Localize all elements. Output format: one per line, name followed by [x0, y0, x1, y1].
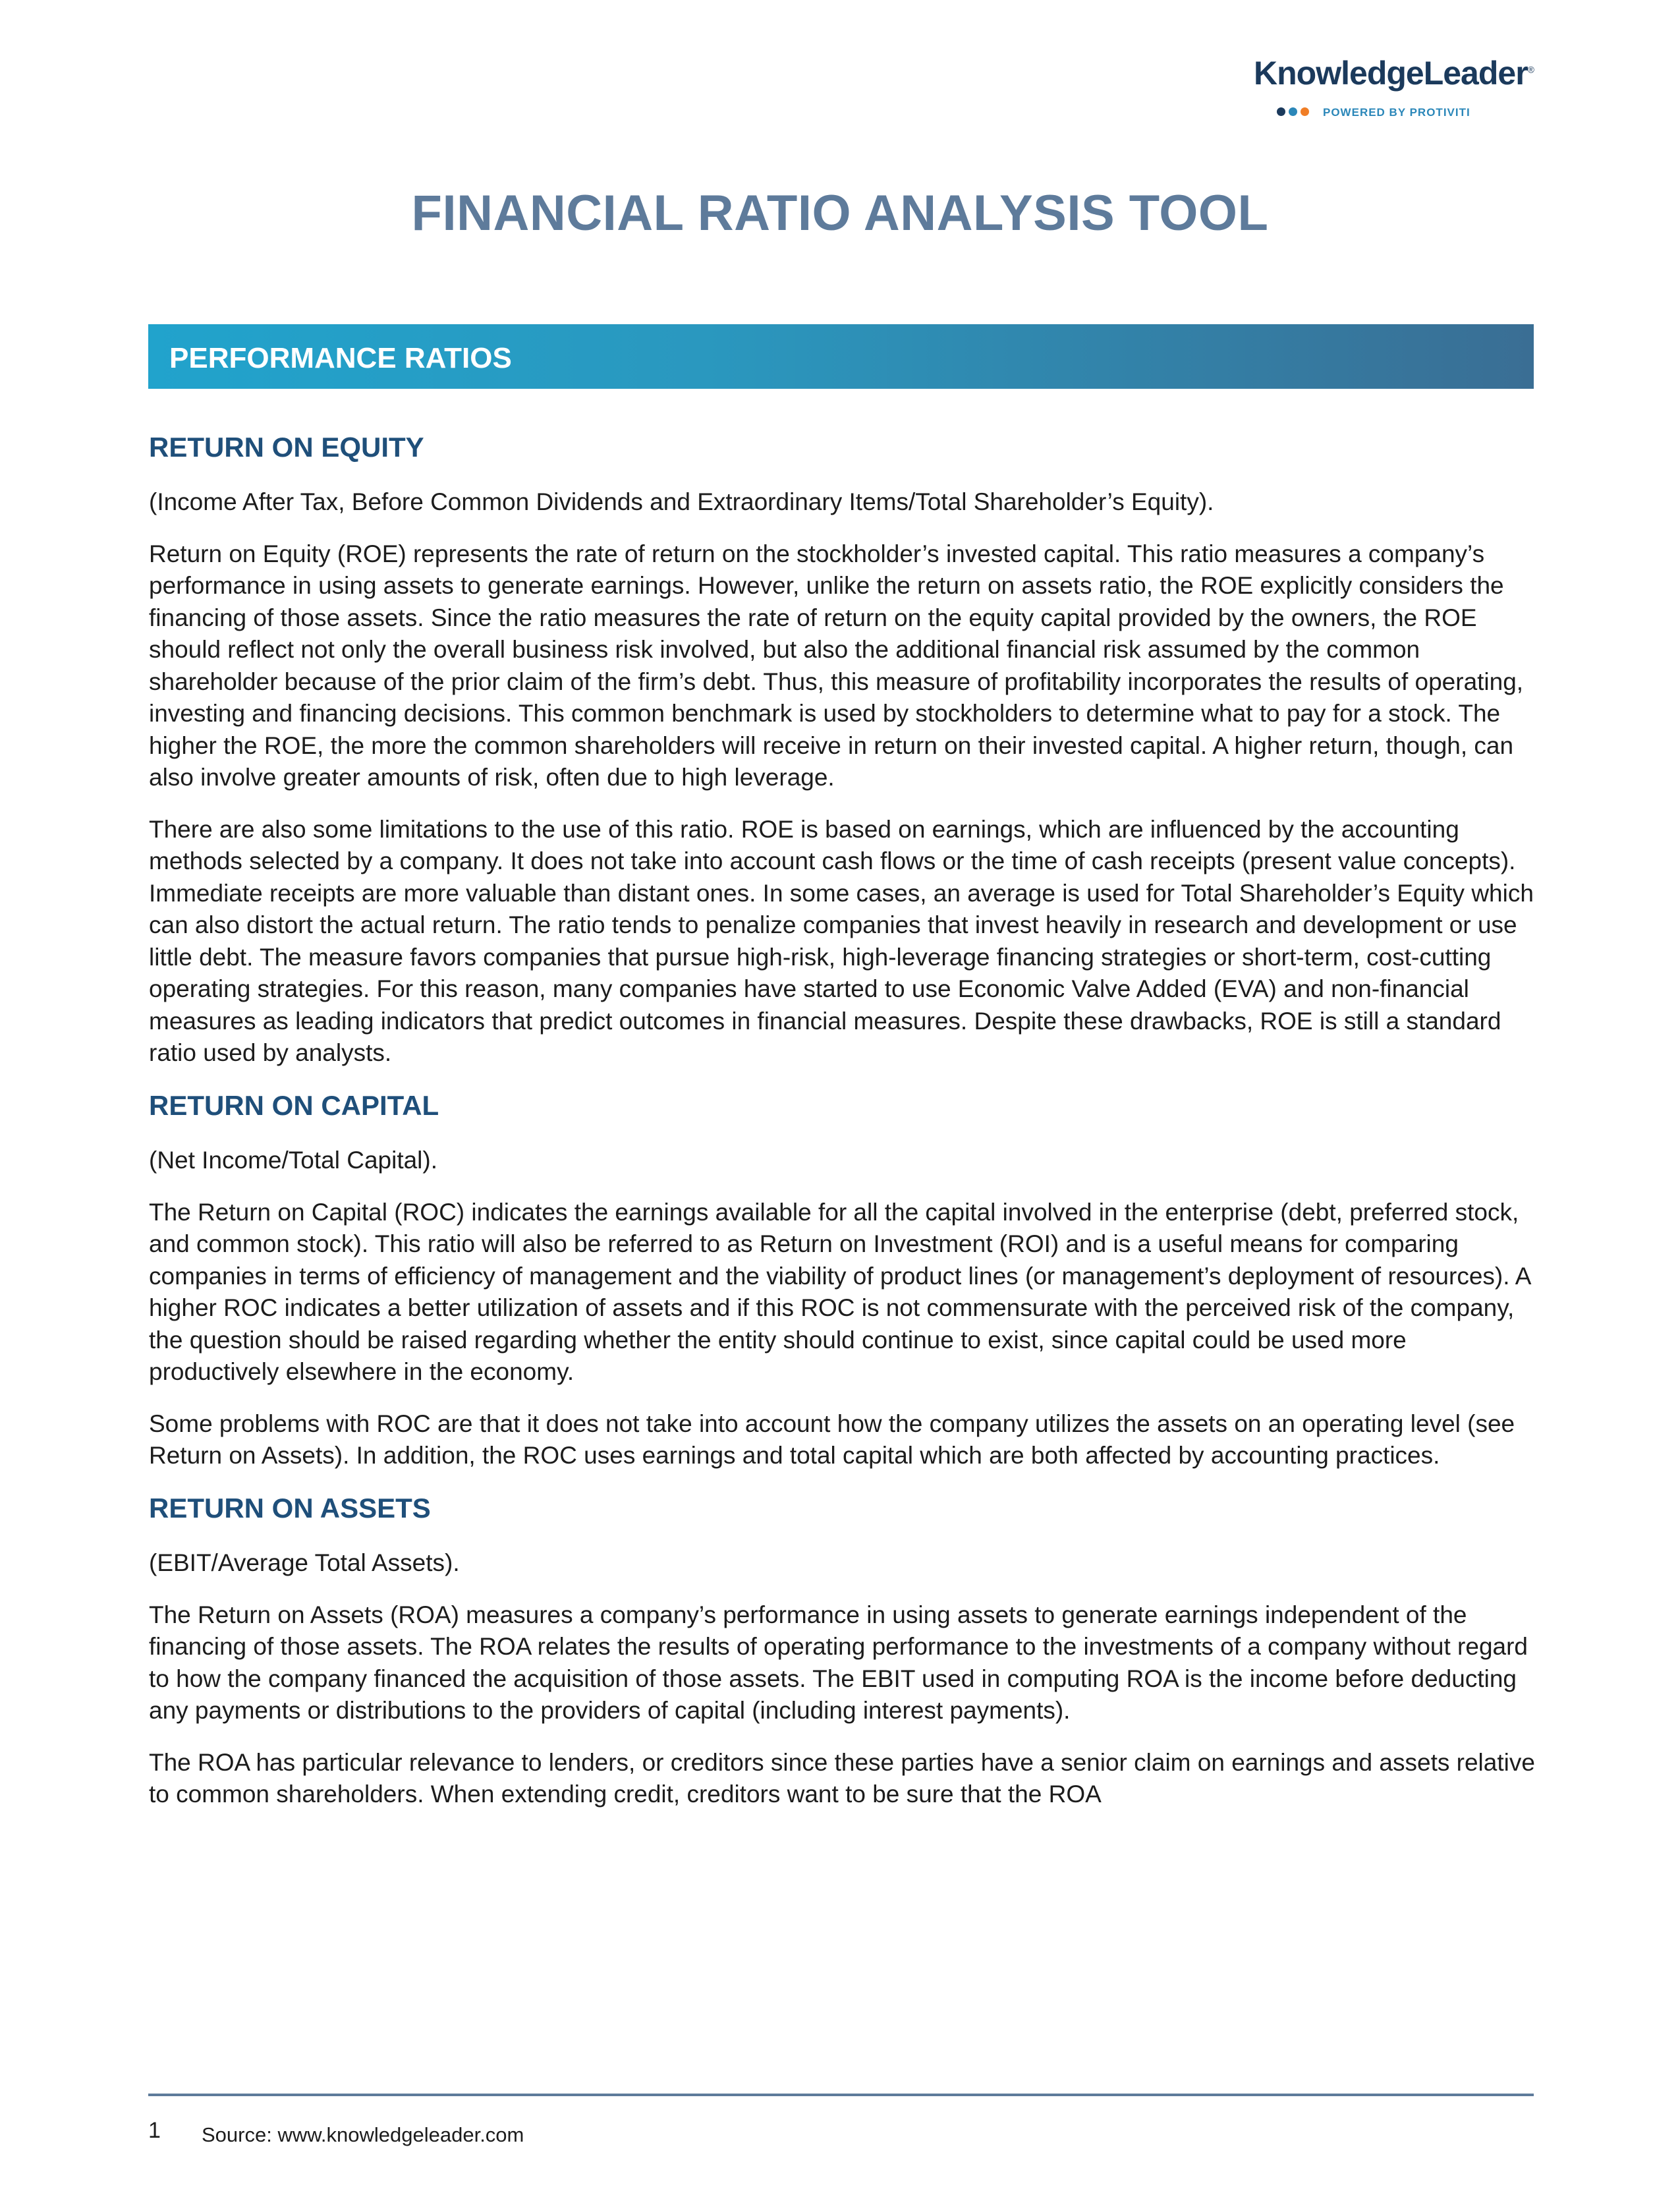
logo-tagline: POWERED BY PROTIVITI: [1323, 106, 1470, 119]
roc-paragraph-1: The Return on Capital (ROC) indicates the earnings available for all the capital involved in the enterprise (debt, preferred stock, and common stock). This ratio will also be referred to as Return on Investment (ROI) and is a useful means for comparing companies in terms of efficiency of management and the viability of product lines (or management’s deployment of resources). A higher ROC indicates a better utilization of assets and if this ROC is not commensurate with the perceived risk of the company, the question should be raised regarding whether the entity should continue to exist, since capital could be used more productively elsewhere in the economy.: [149, 1198, 1530, 1386]
roa-paragraph-1: The Return on Assets (ROA) measures a company’s performance in using assets to generate earnings independent of the financing of those assets. The ROA relates the results of operating performance to the investments of a company without regard to how the company financed the acquisition of those assets. The EBIT used in computing ROA is the income before deducting any payments or distributions to the providers of capital (including interest payments).: [149, 1601, 1528, 1725]
knowledgeleader-logo: [1254, 54, 1534, 127]
roe-paragraph-2: There are also some limitations to the use of this ratio. ROE is based on earnings, which are influenced by the accounting methods selected by a company. It does not take into account cash flows or the time of cash receipts (present value concepts). Immediate receipts are more valuable than distant ones. In some cases, an average is used for Total Shareholder’s Equity which can also distort the actual return. The ratio tends to penalize companies that invest heavily in research and development or use little debt. The measure favors companies that pursue high-risk, high-leverage financing strategies or short-term, cost-cutting operating strategies. For this reason, many companies have started to use Economic Valve Added (EVA) and non-financial measures as leading indicators that predict outcomes in financial measures. Despite these drawbacks, ROE is still a standard ratio used by analysts.: [149, 815, 1534, 1067]
logo-dot-blue: [1289, 107, 1297, 116]
roa-formula: (EBIT/Average Total Assets).: [149, 1549, 460, 1577]
roc-paragraph-2: Some problems with ROC are that it does not take into account how the company utilizes the assets on an operating level (see Return on Assets). In addition, the ROC uses earnings and total capital which are both affected by accounting practices.: [149, 1410, 1515, 1469]
roe-heading: RETURN ON EQUITY: [149, 432, 424, 463]
roa-heading: RETURN ON ASSETS: [149, 1492, 431, 1524]
logo-dot-navy: [1277, 107, 1285, 116]
roc-heading: RETURN ON CAPITAL: [149, 1089, 439, 1121]
roe-paragraph-1: Return on Equity (ROE) represents the rate of return on the stockholder’s invested capital. This ratio measures a company’s performance in using assets to generate earnings. However, unlike the return on assets ratio, the ROE explicitly considers the financing of those assets. Since the ratio measures the rate of return on the equity capital provided by the owners, the ROE should reflect not only the overall business risk involved, but also the additional financial risk assumed by the common shareholder because of the prior claim of the firm’s debt. Thus, this measure of profitability incorporates the results of operating, investing and financing decisions. This common benchmark is used by stockholders to determine what to pay for a stock. The higher the ROE, the more the common shareholders will receive in return on their invested capital. A higher return, though, can also involve greater amounts of risk, often due to high leverage.: [149, 540, 1524, 791]
roe-formula: (Income After Tax, Before Common Dividends and Extraordinary Items/Total Shareholder’s Equity).: [149, 488, 1214, 516]
footer-source: Source: www.knowledgeleader.com: [202, 2123, 524, 2146]
document-title: FINANCIAL RATIO ANALYSIS TOOL: [411, 185, 1269, 241]
logo-dot-orange: [1301, 107, 1309, 116]
footer-divider: [148, 2094, 1534, 2096]
roc-formula: (Net Income/Total Capital).: [149, 1147, 438, 1174]
roa-paragraph-2: The ROA has particular relevance to lenders, or creditors since these parties have a senior claim on earnings and assets relative to common shareholders. When extending credit, creditors want to be sure that the ROA: [149, 1748, 1535, 1808]
section-title: PERFORMANCE RATIOS: [169, 342, 512, 374]
document-body: [149, 415, 1535, 1831]
page-number: 1: [148, 2118, 161, 2143]
section-banner: [148, 324, 1534, 389]
logo-wordmark: KnowledgeLeader®: [1254, 55, 1534, 92]
logo-dots-icon: [1277, 107, 1309, 116]
